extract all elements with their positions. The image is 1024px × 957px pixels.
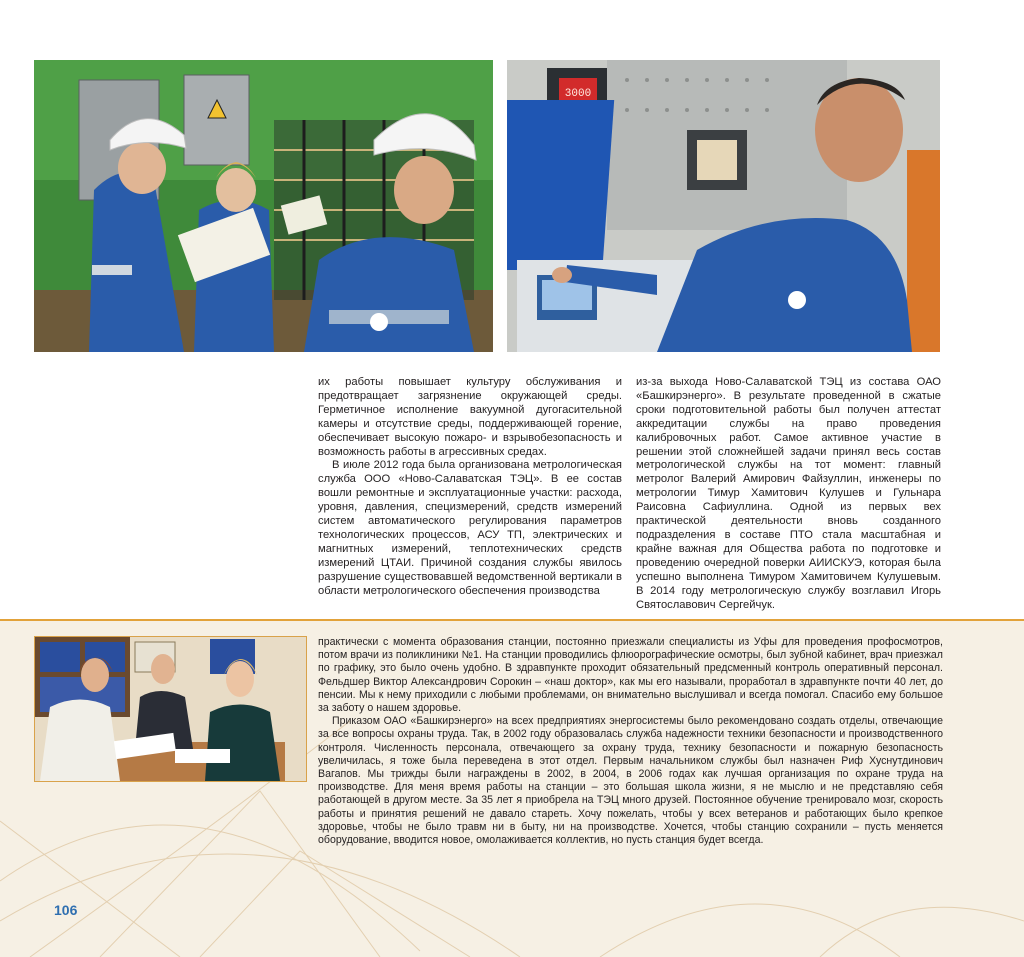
text-column-right xyxy=(636,376,941,612)
photo-workers-electrical-panel-graphic xyxy=(34,60,493,352)
paragraph: В июле 2012 года была организована метрологическая служба ООО «Ново-Салаватская ТЭЦ». В ее состав вошли ремонтные и эксплуатационные участки: расхода, уровня, давления, специзмерений, средств измерений систем автоматического регулирования параметров технологических процессов, АСУ ТП, электрических и магнитных измерений, теплотехнических средств измерений ЦТАИ. Причиной создания службы явилось разрушение существовавшей ведомственной вертикали в области метрологического обеспечения производства xyxy=(318,459,622,597)
band-top-rule xyxy=(0,619,1024,621)
photo-metrologist-instrument-bench xyxy=(507,60,940,352)
paragraph: Приказом ОАО «Башкирэнерго» на всех предприятиях энергосистемы было рекомендовано создать отделы, отвечающие за все вопросы охраны труда. Так, в 2002 году образовалась служба надежности техники безопасности и производственного контроля. Численность персонала, отвечающего за охрану труда, технику безопасности и пожарную безопасность увеличилась, я тоже была переведена в этот отдел. Первым начальником службы был назначен Риф Хуснутдинович Вагапов. Мы трижды были награждены в 2002, в 2004, в 2006 годах как лучшая организация по охране труда на производстве. Для меня время работы на станции – это большая школа жизни, я не мыслю и не представляю себя работающей в другом месте. За 35 лет я приобрела на ТЭЦ много друзей. Постоянное обучение тренировало мозг, скорость работы и принятия решений не давало стареть. Хочу пожелать, чтобы у всех ветеранов и работающих было крепкое здоровье, чтобы не было травм ни в быту, ни на производстве. Хочется, чтобы станцию сохранили – пусть меняется оборудование, вводится новое, омолаживается коллектив, но пусть станция будет всегда. xyxy=(318,715,943,847)
paragraph: из-за выхода Ново-Салаватской ТЭЦ из состава ОАО «Башкирэнерго». В результате проведенной в сжатые сроки подготовительной работы был получен аттестат аккредитации службы на право проведения калибровочных работ. Самое активное участие в решении этой сложнейшей задачи принял весь состав метрологической службы на тот момент: главный метролог Валерий Амирович Файзуллин, инженеры по метрологии Тимур Хамитович Кулушев и Гульнара Раисовна Сафиуллина. Одной из первых вех практической деятельности вновь созданного подразделения в составе ПТО стала масштабная и крайне важная для Общества работа по подготовке и проведению очередной поверки АИИСКУЭ, которая была успешно выполнена Тимуром Хамитовичем Кулушевым. В 2014 году метрологическую службу возглавил Игорь Святославович Сергейчук. xyxy=(636,376,941,611)
photo-colleagues-at-table-graphic xyxy=(35,637,306,781)
photo-colleagues-at-table xyxy=(34,636,307,782)
page-number: 106 xyxy=(54,902,78,918)
photo-metrologist-instrument-bench-graphic xyxy=(507,60,940,352)
paragraph: практически с момента образования станции, постоянно приезжали специалисты из Уфы для проведения профосмотров, потом врачи из поликлиники №1. На станции проводились флюорографические осмотры, был зубной кабинет, врач приезжал по графику, это было очень удобно. В здравпункте проходит обязательный предсменный контроль оперативный персонал. Фельдшер Виктор Александрович Сорокин – «наш доктор», как мы его называли, проработал в здравпункте почти 40 лет, до пенсии. Мы к нему приходили с любыми проблемами, он внимательно выслушивал и всегда помогал. Спасибо ему большое за заботу о нашем здоровье. xyxy=(318,636,943,715)
paragraph: их работы повышает культуру обслуживания и предотвращает загрязнение окружающей среды. Герметичное исполнение вакуумной дугогасительной камеры и отсутствие среды, поддерживающей горение, обеспечивает высокую пожаро- и взрывобезопасность и возможность работы в агрессивных средах. xyxy=(318,376,622,458)
meter-display-reading: 3000 xyxy=(564,88,592,100)
photo-workers-electrical-panel xyxy=(34,60,493,352)
text-column-left xyxy=(318,376,622,599)
memoir-text xyxy=(318,636,943,847)
